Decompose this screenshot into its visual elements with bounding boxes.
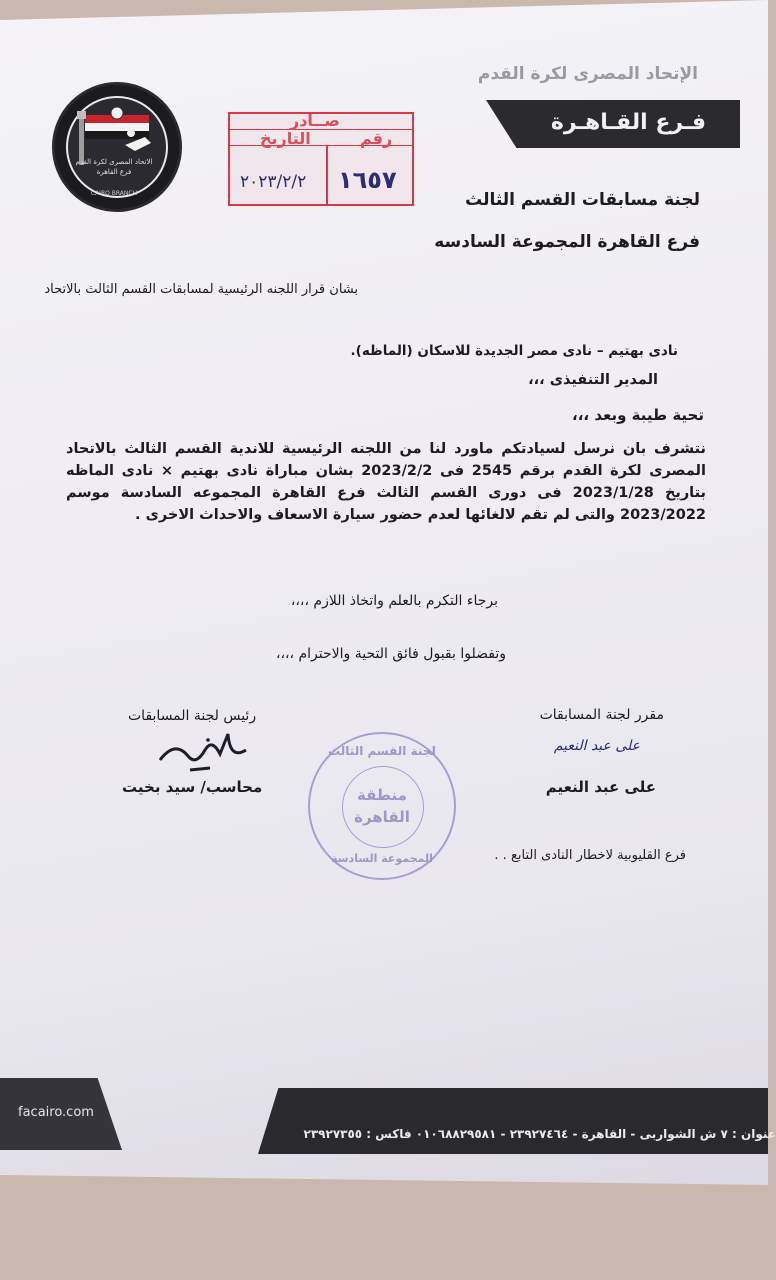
- stamp-inner-ring: [342, 766, 424, 848]
- logo-text-sub: فرع القاهرة: [96, 168, 132, 176]
- body-paragraph: نتشرف بان نرسل لسيادتكم ماورد لنا من اللجنه الرئيسية للاندية القسم الثالث بالاتحاد المصرى لكرة القدم برقم 2545 فى 2023/2/2 بشان مباراة نادى بهتيم × نادى الماظه بتاريخ 2023/1/28 فى دورى القسم الثالث فرع القاهرة المجموعه السادسة موسم 2023/2022 والتى لم تقم لالغائها لعدم حضور سيارة الاسعاف والاحداث الاخرى .: [66, 441, 706, 523]
- round-stamp-center-1: منطقة: [357, 786, 407, 804]
- stamp-title: صــادر: [290, 111, 340, 130]
- stamp-date-label: التاريخ: [260, 129, 311, 148]
- left-signature-name: محاسب/ سيد بخيت: [122, 778, 263, 796]
- branch-label: فـرع القـاهـرة: [550, 110, 706, 135]
- right-signature-name: على عبد النعيم: [545, 778, 656, 796]
- left-signature-title: رئيس لجنة المسابقات: [128, 708, 257, 724]
- footer-right-band: [258, 1088, 768, 1154]
- logo-text-top: الاتحاد المصرى لكرة القدم: [75, 158, 153, 166]
- stamp-divider: [326, 146, 328, 204]
- subject-line: بشان قرار اللجنه الرئيسية لمسابقات القسم الثالث بالاتحاد: [44, 282, 358, 297]
- logo-text-bottom: CAIRO BRANCH: [90, 190, 138, 197]
- recipient-title: المدير التنفيذى ،،،: [528, 372, 658, 388]
- round-stamp-top: لجنة القسم الثالث: [328, 744, 436, 758]
- federation-name: الإتحاد المصرى لكرة القدم: [477, 64, 698, 84]
- addressee-line-1: لجنة مسابقات القسم الثالث: [465, 190, 700, 210]
- committee-round-stamp: [308, 732, 456, 880]
- stamp-number-label: رقم: [360, 129, 393, 148]
- greeting: تحية طيبة وبعد ،،،: [572, 406, 704, 424]
- outgoing-stamp: [228, 112, 414, 206]
- stamp-date: ٢٠٢٣/٢/٢: [240, 172, 307, 192]
- addressee-line-2: فرع القاهرة المجموعة السادسه: [434, 232, 700, 252]
- closing-regards: وتفضلوا بقبول فائق التحية والاحترام ،،،،: [275, 646, 506, 662]
- left-signature-scribble: [150, 720, 260, 780]
- right-signature-title: مقرر لجنة المسابقات: [539, 707, 664, 723]
- right-handwritten-signature: على عبد النعيم: [553, 738, 640, 754]
- footer-address: عنوان : ٧ ش الشواربى - القاهرة - ٢٣٩٢٧٤٦٤ - ٠١٠٦٨٨٢٩٥٨١ فاكس : ٢٣٩٢٧٣٥٥: [303, 1127, 776, 1141]
- cc-note: فرع القليوبية لاخطار النادى التابع . .: [494, 848, 686, 863]
- round-stamp-bottom: المجموعة السادسة: [331, 852, 433, 865]
- round-stamp-center-2: القاهرة: [354, 808, 410, 826]
- clubs-line: نادى بهتيم – نادى مصر الجديدة للاسكان (الماظه).: [350, 343, 678, 359]
- stamp-number: ١٦٥٧: [338, 166, 397, 194]
- closing-request: برجاء التكرم بالعلم واتخاذ اللازم ،،،،: [290, 593, 498, 609]
- footer-website: facairo.com: [18, 1105, 94, 1120]
